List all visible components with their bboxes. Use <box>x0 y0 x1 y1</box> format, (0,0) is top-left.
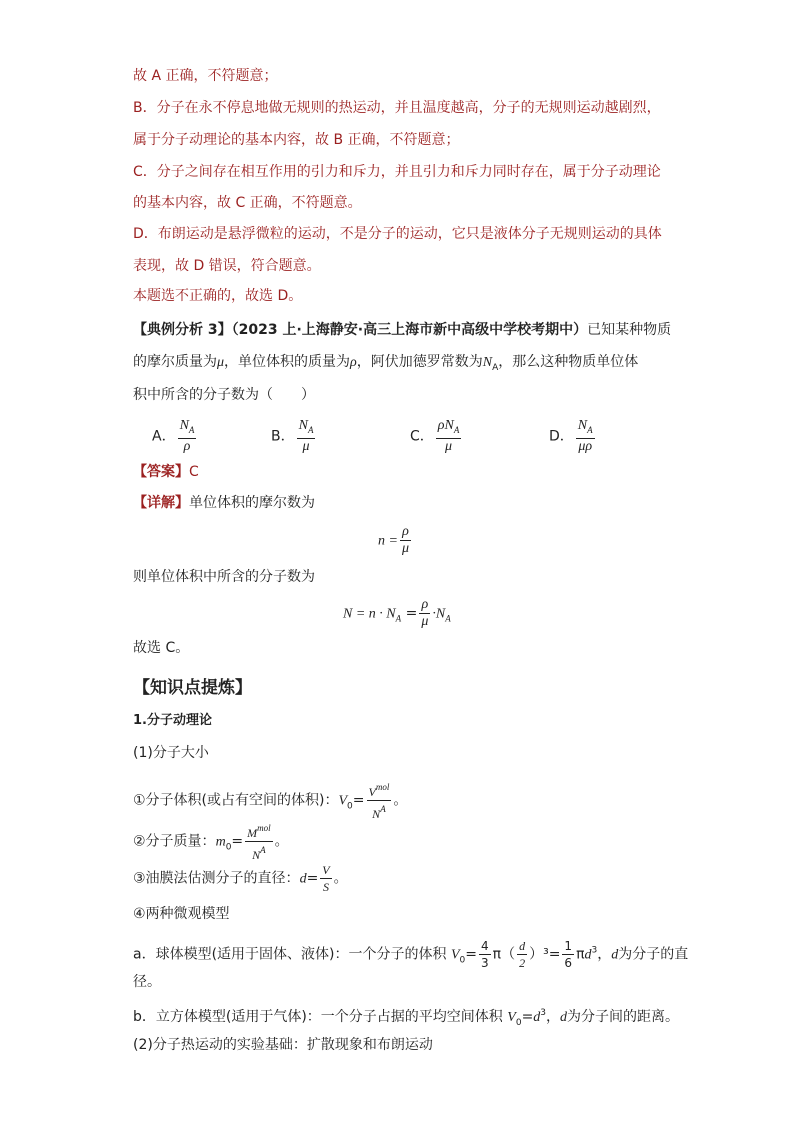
text-line: (2)分子热运动的实验基础：扩散现象和布朗运动 <box>133 1037 433 1053</box>
eq-lhs: N = n · N <box>343 606 396 622</box>
symbol: d <box>611 947 619 963</box>
option-label: D． <box>549 428 574 445</box>
subsection-title: 1.分子动理论 <box>133 713 212 728</box>
text-line: D．布朗运动是悬浮微粒的运动，不是分子的运动，它只是液体分子无规则运动的具体 <box>133 226 662 242</box>
frac-sup: A <box>260 845 266 855</box>
formula-fraction <box>517 938 527 971</box>
formula-line <box>133 938 688 971</box>
rho-symbol: ρ <box>350 355 357 370</box>
eq-fraction <box>419 597 430 630</box>
frac-den: μ <box>445 439 453 454</box>
frac-sub: A <box>453 425 460 435</box>
eq-term: N <box>435 606 446 622</box>
symbol: d <box>584 947 592 963</box>
frac-den: S <box>322 880 329 894</box>
text-line: ④两种微观模型 <box>133 906 230 922</box>
option-label: B． <box>271 428 295 445</box>
subscript: 0 <box>225 842 232 853</box>
power: ）³= <box>529 946 561 963</box>
formula-label: b．立方体模型(适用于气体)：一个分子占据的平均空间体积 <box>133 1009 503 1025</box>
option-b <box>271 418 317 455</box>
frac-num: N <box>444 418 454 433</box>
formula-fraction <box>245 820 273 863</box>
formula-label: ③油膜法估测分子的直径： <box>133 870 300 887</box>
frac-sup: A <box>380 804 386 814</box>
formula-line <box>133 862 348 895</box>
option-label: A． <box>152 428 176 445</box>
formula-text: 为分子的直 <box>618 946 689 963</box>
formula-fraction <box>367 779 392 822</box>
question-line <box>133 352 638 378</box>
text-line: 径。 <box>133 974 161 990</box>
option-fraction <box>297 418 316 455</box>
formula-fraction <box>479 938 491 971</box>
text-line: 的基本内容，故 C 正确，不符题意。 <box>133 195 362 211</box>
frac-den: 2 <box>519 956 526 970</box>
example-title-line <box>133 320 671 340</box>
formula-label: a．球体模型(适用于固体、液体)：一个分子的体积 <box>133 946 447 963</box>
punct: ， <box>597 946 612 963</box>
frac-sub: A <box>188 425 195 435</box>
frac-sub: A <box>307 425 314 435</box>
text-line: 则单位体积中所含的分子数为 <box>133 569 315 585</box>
formula-fraction <box>320 862 331 895</box>
superscript: 3 <box>591 945 598 956</box>
frac-num: M <box>247 826 258 840</box>
question-text: ，那么这种物质单位体 <box>498 354 639 370</box>
frac-num: ρ <box>437 418 445 433</box>
frac-den: N <box>252 848 261 862</box>
detail-text: 单位体积的摩尔数为 <box>189 495 315 511</box>
avogadro-symbol: N <box>482 355 493 370</box>
equation-2: $N = n \cdot N_A$ = $\frac{\rho}{\mu}$ $\cdot N_A$ <box>343 597 451 629</box>
option-label: C． <box>410 428 434 445</box>
formula-line <box>133 779 407 822</box>
subscript: 0 <box>347 801 353 812</box>
subscript: 0 <box>459 955 466 966</box>
frac-sup: mol <box>257 823 271 833</box>
eq-sign: = <box>306 870 319 887</box>
option-fraction <box>436 418 462 455</box>
text-line: 属于分子动理论的基本内容，故 B 正确，不符题意； <box>133 132 460 148</box>
frac-den: ρ <box>585 439 593 454</box>
formula-text: 为分子间的距离。 <box>567 1009 680 1025</box>
frac-den: μ <box>421 614 429 629</box>
detail-tag: 【详解】 <box>133 495 189 511</box>
option-d <box>549 418 597 455</box>
frac-den: ρ <box>183 439 191 454</box>
superscript: 3 <box>540 1008 547 1018</box>
question-text: 已知某种物质 <box>587 322 672 338</box>
eq-sub: A <box>445 613 451 624</box>
option-fraction <box>576 418 595 455</box>
pi-symbol: π <box>576 946 585 963</box>
text-line: C．分子之间存在相互作用的引力和斥力，并且引力和斥力同时存在，属于分子动理论 <box>133 164 661 180</box>
symbol: m <box>215 834 226 850</box>
frac-num: 1 <box>564 939 573 953</box>
option-fraction <box>178 418 197 455</box>
symbol: V <box>450 947 460 963</box>
formula-label: ②分子质量： <box>133 833 216 850</box>
frac-num: ρ <box>419 597 430 614</box>
example-source: （2023 上·上海静安·高三上海市新中高级中学校考期中） <box>231 322 588 338</box>
text-line: 本题选不正确的，故选 D。 <box>133 288 303 304</box>
option-c <box>410 418 463 455</box>
eq-sign: = <box>405 605 418 622</box>
section-heading: 【知识点提炼】 <box>133 678 252 698</box>
subscript: 0 <box>515 1018 522 1028</box>
symbol: d <box>299 871 307 887</box>
frac-num: V <box>322 863 330 877</box>
punct: 。 <box>274 833 289 850</box>
frac-den: μ <box>401 541 409 556</box>
example-tag: 【典例分析 3】 <box>133 322 232 338</box>
text-line: 表现，故 D 错误，符合题意。 <box>133 258 321 274</box>
frac-num: 4 <box>481 939 489 953</box>
frac-den: μ <box>302 439 310 454</box>
frac-den: μ <box>578 439 586 454</box>
text-line: (1)分子大小 <box>133 745 209 761</box>
formula-fraction <box>562 938 574 971</box>
frac-sub: A <box>587 425 593 435</box>
question-text: ，单位体积的质量为 <box>224 354 351 370</box>
formula-label: ①分子体积(或占有空间的体积)： <box>133 792 339 809</box>
punct: ， <box>546 1009 561 1025</box>
equation-1 <box>378 524 413 557</box>
frac-num: N <box>577 418 588 433</box>
text-line: 故选 C。 <box>133 640 190 656</box>
text-line: B．分子在永不停息地做无规则的热运动，并且温度越高，分子的无规则运动越剧烈， <box>133 100 661 116</box>
frac-num: N <box>298 418 308 433</box>
eq-sign: = <box>352 792 365 809</box>
formula-line <box>133 820 289 863</box>
frac-num: V <box>368 785 376 799</box>
question-text: ，阿伏加德罗常数为 <box>356 354 483 370</box>
frac-num: ρ <box>400 524 411 541</box>
punct: 。 <box>393 792 408 809</box>
answer-value: C <box>189 464 199 480</box>
frac-den: 6 <box>564 956 573 970</box>
frac-num: d <box>519 939 526 953</box>
symbol: V <box>338 793 348 809</box>
avogadro-subscript: A <box>492 363 499 373</box>
symbol: d <box>533 1010 541 1025</box>
question-text: 的摩尔质量为 <box>133 354 217 370</box>
frac-sup: mol <box>375 782 390 792</box>
mu-symbol: μ <box>217 355 225 370</box>
eq-sign: = <box>231 833 244 850</box>
eq-sign: = <box>521 1009 534 1025</box>
eq-sub: A <box>395 613 402 624</box>
detail-line <box>133 493 315 513</box>
symbol: d <box>560 1010 568 1025</box>
punct: 。 <box>333 870 348 887</box>
eq-sign: = <box>465 946 477 963</box>
frac-den: 3 <box>481 956 489 970</box>
eq-lhs: n = <box>378 533 398 549</box>
frac-num: N <box>179 418 189 433</box>
option-a <box>152 418 198 455</box>
text-line: 故 A 正确，不符题意； <box>133 68 278 84</box>
answer-tag: 【答案】 <box>133 464 189 480</box>
pi-symbol: π（ <box>492 946 516 963</box>
symbol: V <box>507 1010 516 1025</box>
eq-fraction <box>400 524 411 557</box>
answer-line <box>133 462 199 482</box>
frac-den: N <box>372 807 381 821</box>
question-line: 积中所含的分子数为（ ） <box>133 387 315 403</box>
formula-line <box>133 1003 679 1033</box>
